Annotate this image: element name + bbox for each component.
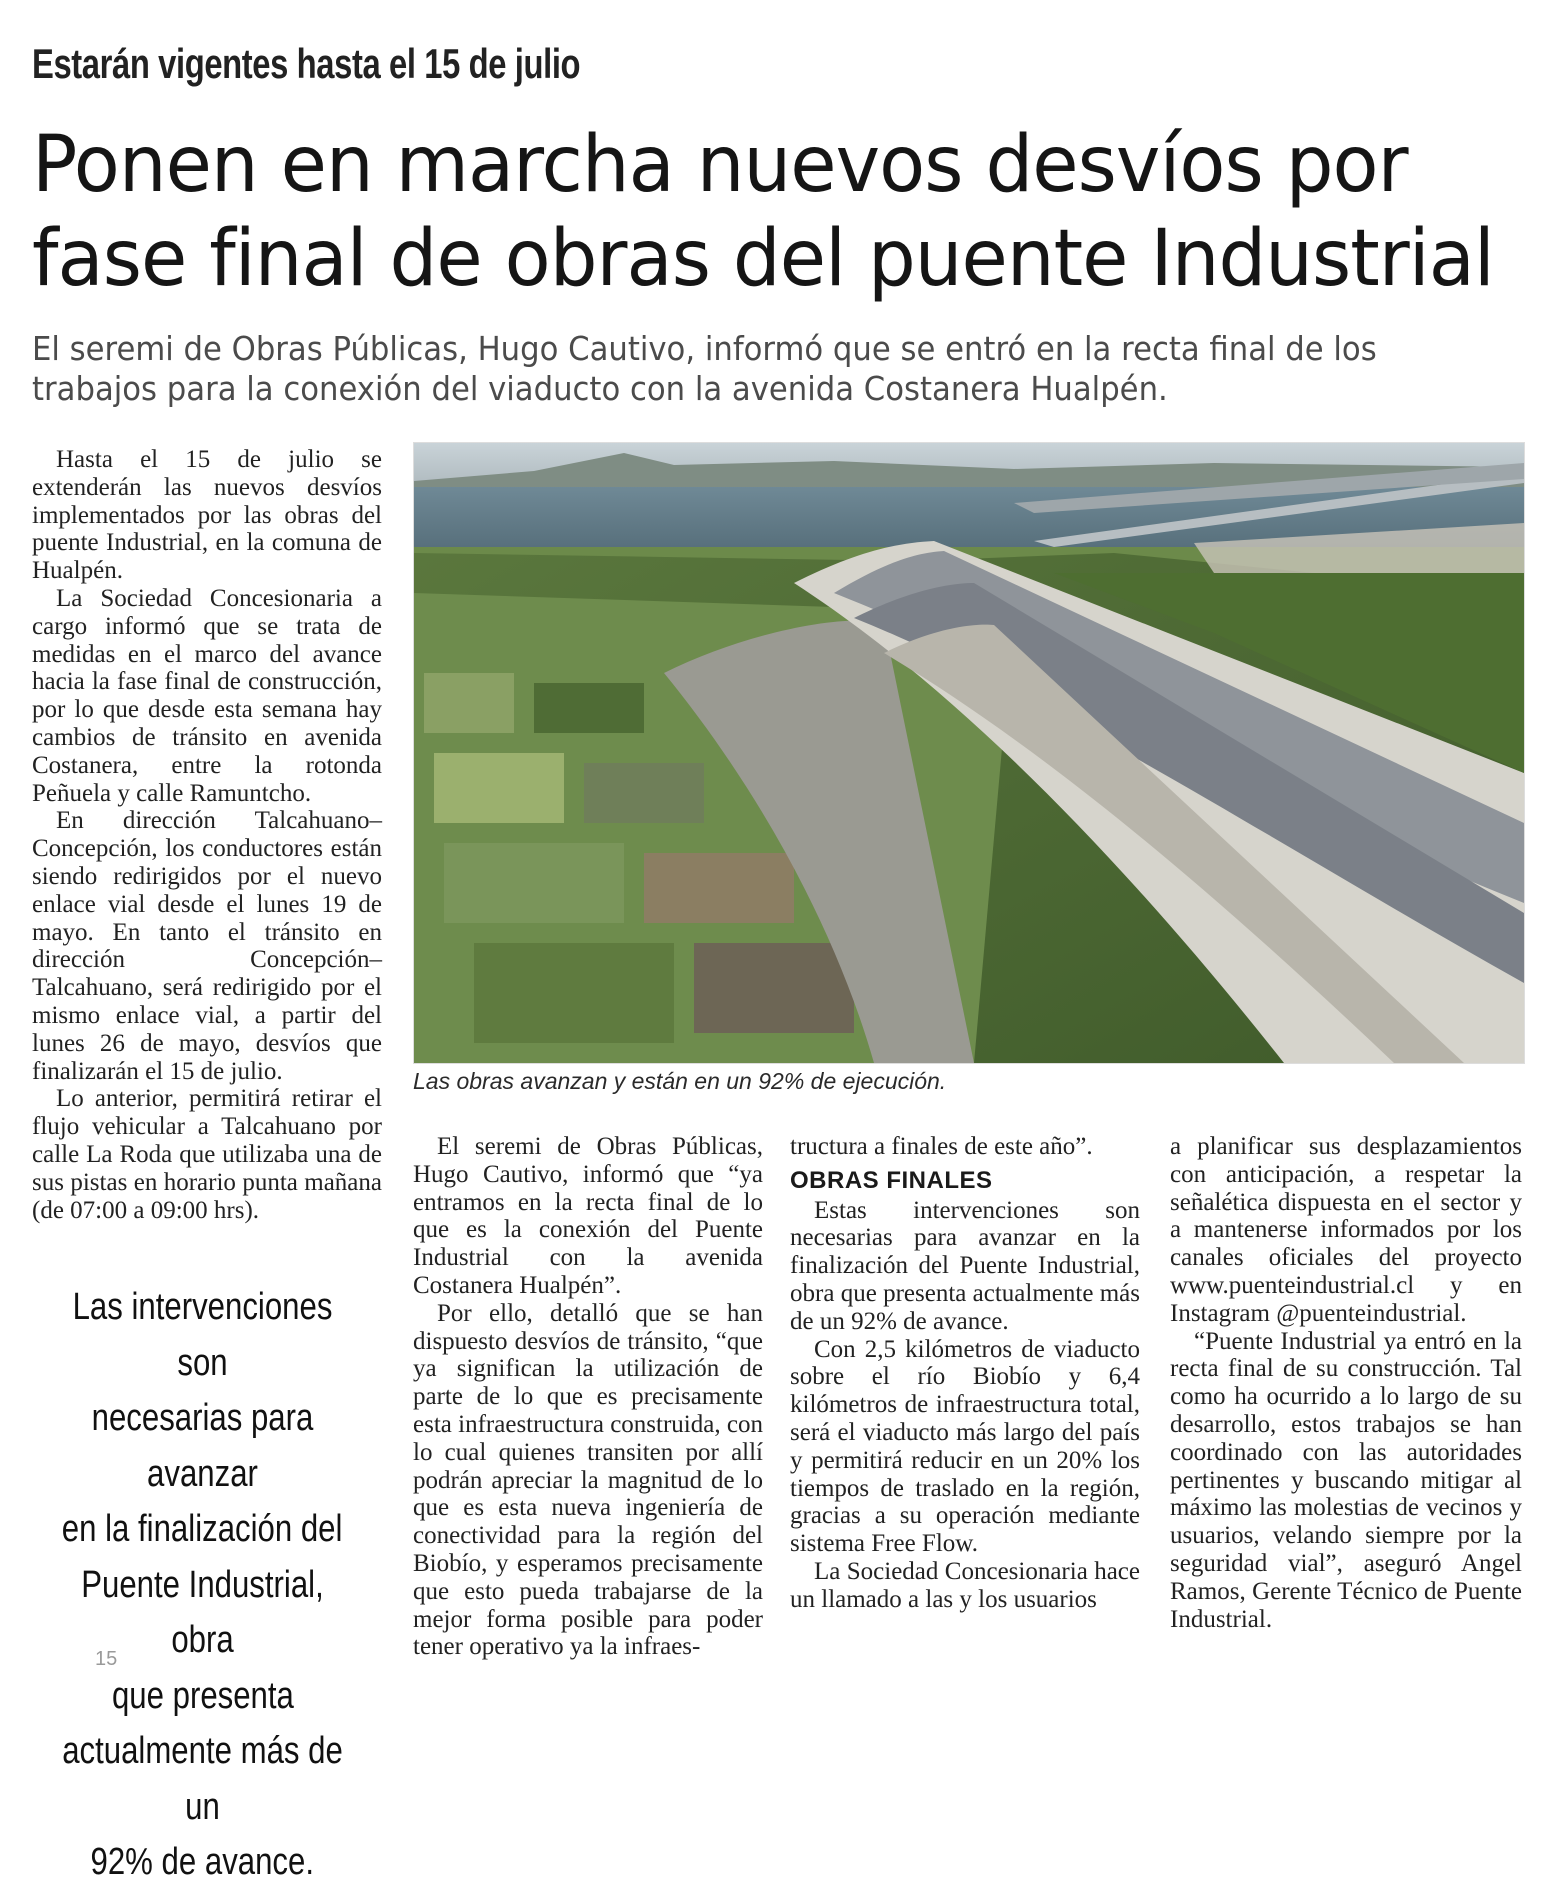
article-column-2 bbox=[413, 1133, 763, 1661]
paragraph: Con 2,5 kilómetros de viaducto sobre el río Biobío y 6,4 kilómetros de infraestructura total, será el viaducto más largo del país y permitirá reducir en un 20% los tiempos de traslado en la región, gracias a su operación mediante sistema Free Flow. bbox=[790, 1335, 1140, 1558]
subhead-line-2: trabajos para la conexión del viaducto con la avenida Costanera Hualpén. bbox=[32, 369, 1168, 408]
subhead-line-1: El seremi de Obras Públicas, Hugo Cautivo, informó que se entró en la recta final de los bbox=[32, 329, 1377, 368]
paragraph: Por ello, detalló que se han dispuesto desvíos de tránsito, “que ya significan la utilización de parte de lo que es precisamente esta infraestructura construida, con lo cual quienes transiten por allí podrán apreciar la magnitud de lo que es esta nueva ingeniería de conectividad para la región del Biobío, y esperamos precisamente que esto pueda trabajarse de la mejor forma posible para poder tener operativo ya la infraes- bbox=[413, 1299, 763, 1661]
pull-quote bbox=[30, 1280, 375, 1891]
paragraph: En dirección Talcahuano–Concepción, los conductores están siendo redirigidos por el nuevo enlace vial desde el lunes 19 de mayo. En tanto el tránsito en dirección Concepción–Talcahuano, será redirigido por el mismo enlace vial, a partir del lunes 26 de mayo, desvíos que finalizarán el 15 de julio. bbox=[32, 807, 382, 1085]
paragraph: El seremi de Obras Públicas, Hugo Cautivo, informó que “ya entramos en la recta final de lo que es la conexión del Puente Industrial con la avenida Costanera Hualpén”. bbox=[413, 1133, 763, 1299]
paragraph: Hasta el 15 de julio se extenderán las nuevos desvíos implementados por las obras del puente Industrial, en la comuna de Hualpén. bbox=[32, 446, 382, 585]
aerial-photo-bridge bbox=[413, 442, 1525, 1064]
pull-quote-line: actualmente más de un bbox=[62, 1730, 343, 1828]
article-column-3 bbox=[790, 1133, 1140, 1614]
paragraph: “Puente Industrial ya entró en la recta final de su construcción. Tal como ha ocurrido a lo largo de su desarrollo, estos trabajos se han coordinado con las autoridades pertinentes y buscando mitigar al máximo las molestias de vecinos y usuarios, velando siempre por la seguridad vial”, aseguró Angel Ramos, Gerente Técnico de Puente Industrial. bbox=[1170, 1327, 1522, 1633]
subhead bbox=[32, 329, 1532, 409]
pull-quote-line: 92% de avance. bbox=[90, 1841, 315, 1883]
paragraph: tructura a finales de este año”. bbox=[790, 1133, 1093, 1160]
pull-quote-line: Las intervenciones son bbox=[72, 1286, 333, 1384]
photo-caption: Las obras avanzan y están en un 92% de ejecución. bbox=[413, 1068, 947, 1094]
pull-quote-line: que presenta bbox=[111, 1674, 294, 1717]
paragraph: a planificar sus desplazamientos con anticipación, a respetar la señalética dispuesta en el sector y a mantenerse informados por los canales oficiales del proyecto www.puenteindustrial.cl y en Instagram @puenteindustrial. bbox=[1170, 1133, 1522, 1327]
headline-line-2: fase final de obras del puente Industrial bbox=[32, 214, 1494, 304]
article-column-1 bbox=[32, 446, 382, 1224]
article-column-4 bbox=[1170, 1133, 1522, 1633]
pull-quote-line: Puente Industrial, obra bbox=[81, 1563, 324, 1661]
headline bbox=[32, 118, 1522, 306]
aerial-photo-illustration bbox=[414, 443, 1524, 1063]
page-number: 15 bbox=[95, 1648, 118, 1670]
paragraph: La Sociedad Concesionaria a cargo informó que se trata de medidas en el marco del avance hacia la fase final de construcción, por lo que desde esta semana hay cambios de tránsito en avenida Costanera, entre la rotonda Peñuela y calle Ramuntcho. bbox=[32, 584, 382, 807]
headline-line-1: Ponen en marcha nuevos desvíos por bbox=[32, 120, 1408, 210]
paragraph: Estas intervenciones son necesarias para avanzar en la finalización del Puente Industrial, obra que presenta actualmente más de un 92% de avance. bbox=[790, 1196, 1140, 1335]
pull-quote-line: necesarias para avanzar bbox=[91, 1397, 314, 1495]
pull-quote-line: en la finalización del bbox=[62, 1508, 343, 1550]
section-heading: OBRAS FINALES bbox=[790, 1166, 993, 1194]
paragraph: Lo anterior, permitirá retirar el flujo vehicular a Talcahuano por calle La Roda que utilizaba una de sus pistas en horario punta mañana (de 07:00 a 09:00 hrs). bbox=[32, 1085, 382, 1224]
kicker: Estarán vigentes hasta el 15 de julio bbox=[32, 40, 581, 87]
paragraph: La Sociedad Concesionaria hace un llamado a las y los usuarios bbox=[790, 1557, 1140, 1613]
